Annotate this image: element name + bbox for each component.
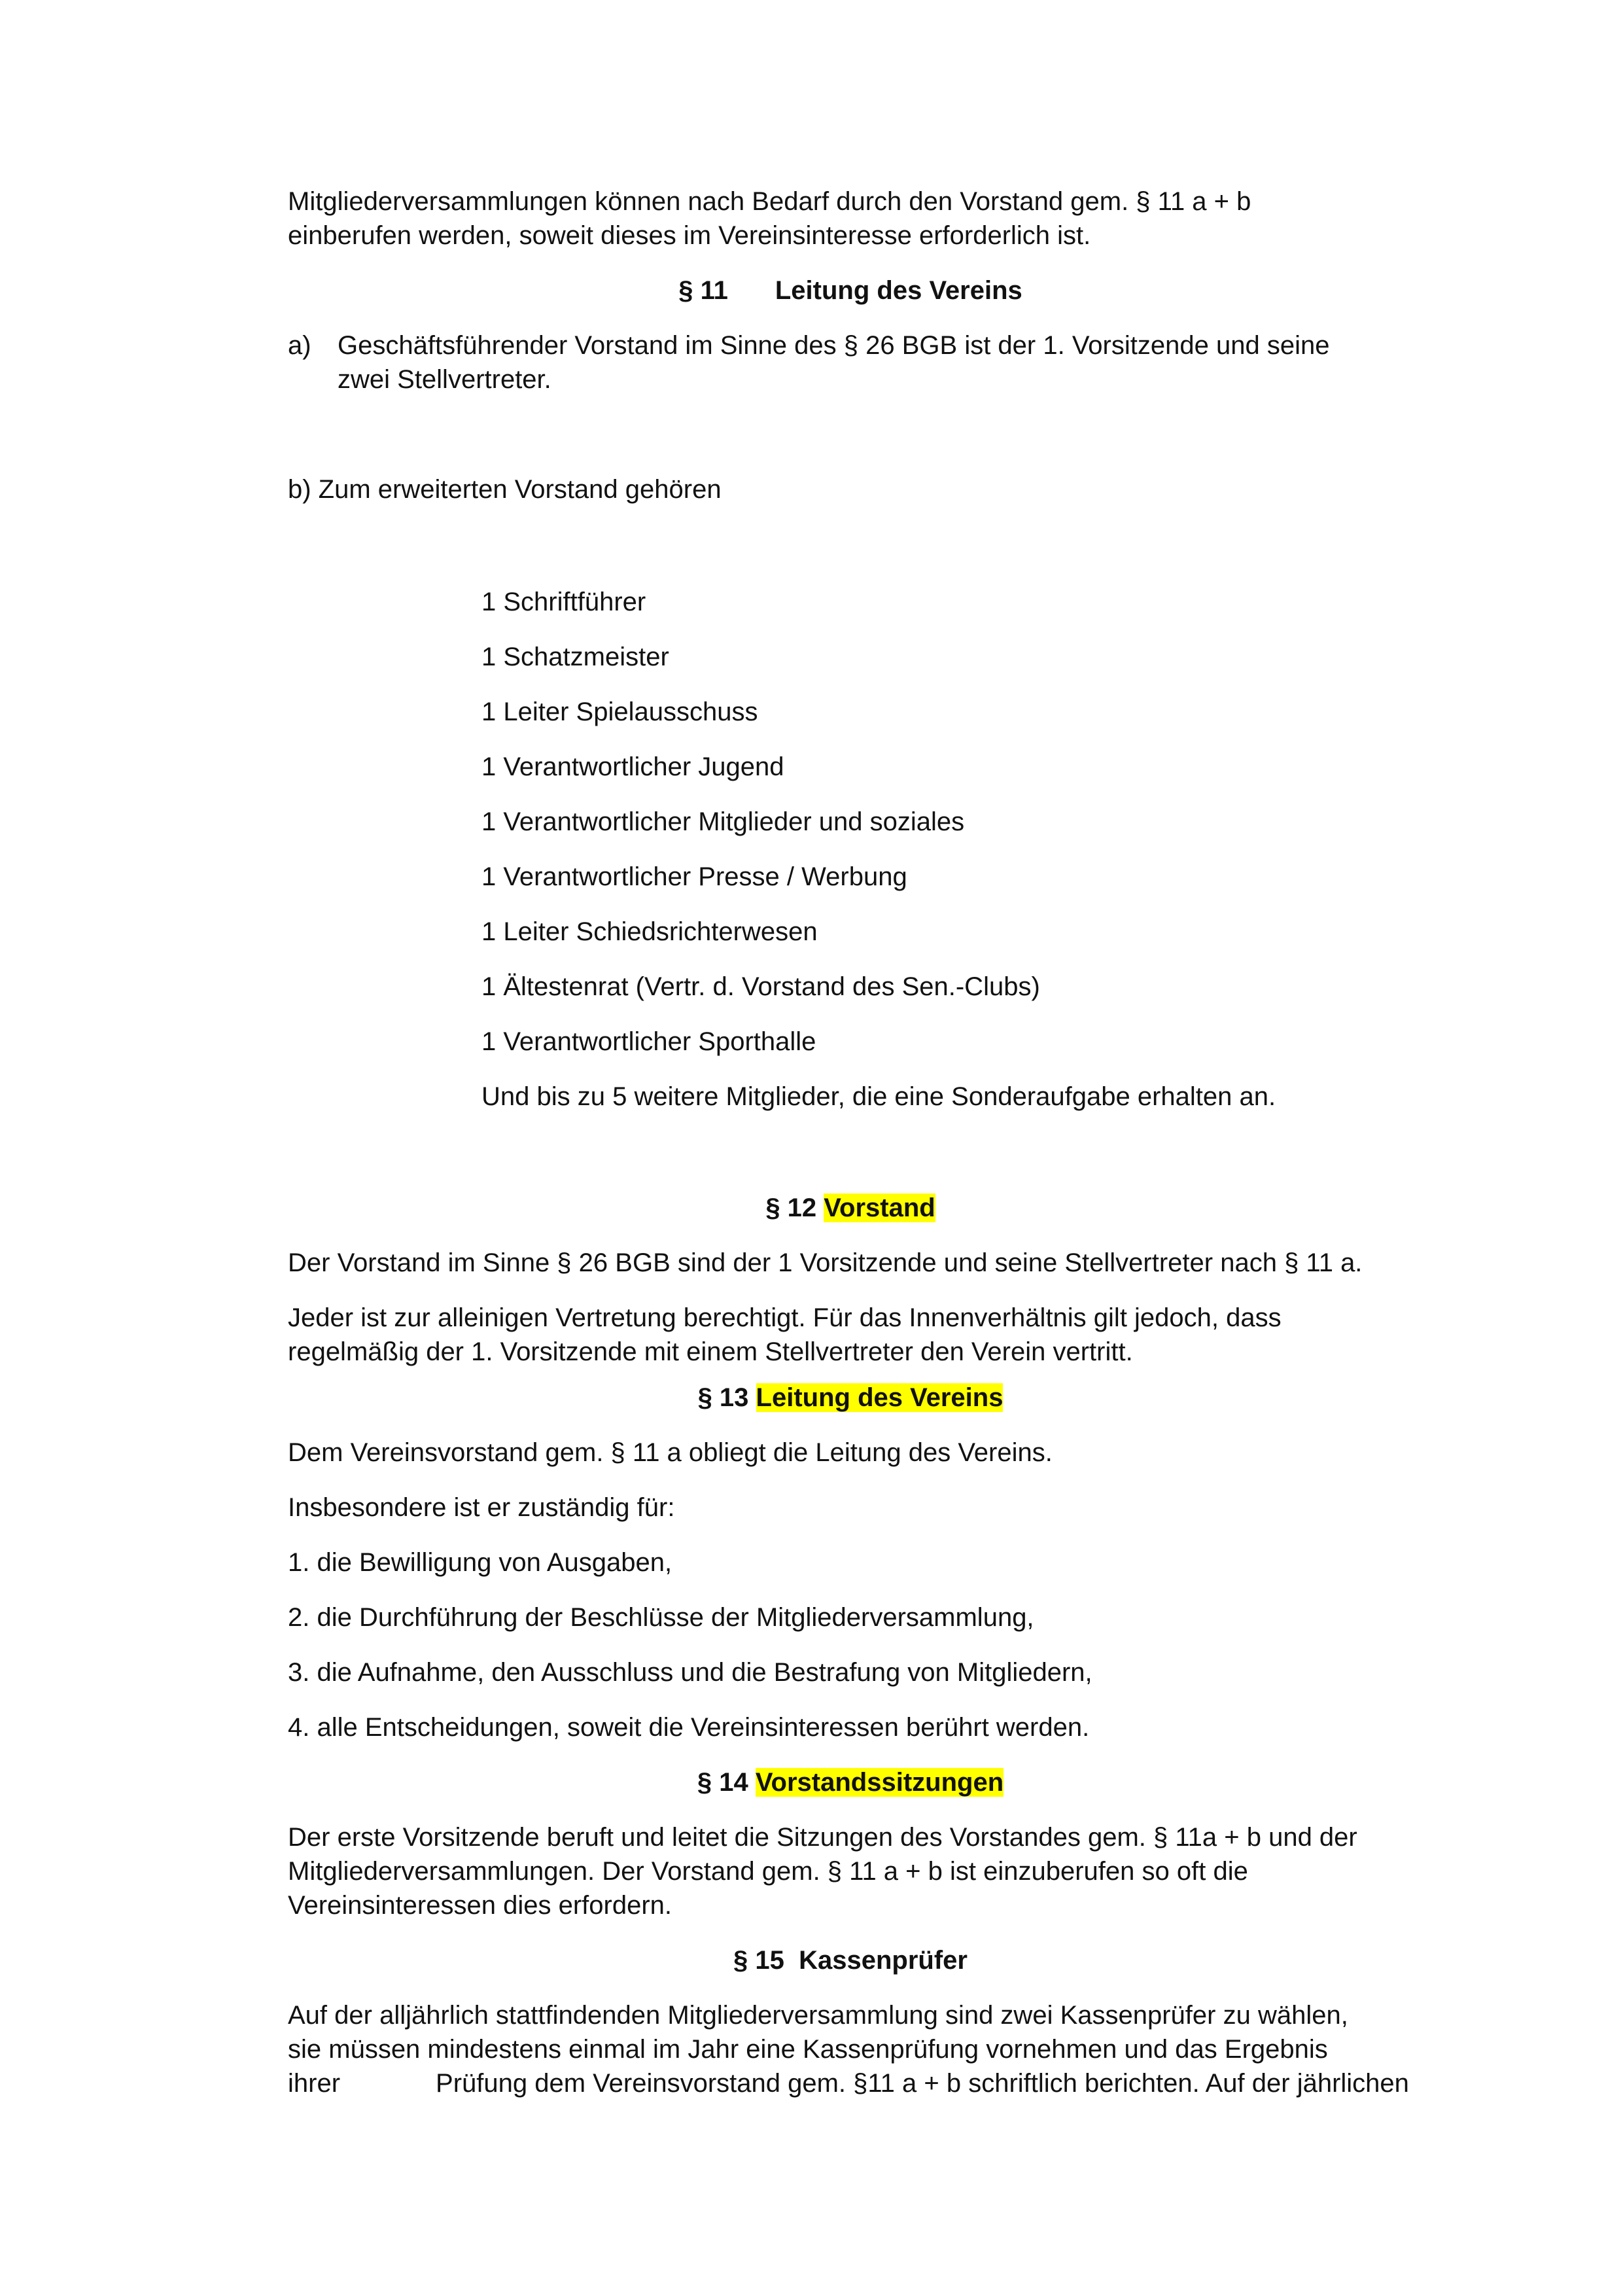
list-item: 1 Schriftführer	[481, 588, 646, 616]
list-item: 1 Verantwortlicher Jugend	[481, 752, 784, 781]
intro-line-2: einberufen werden, soweit dieses im Vereinsinteresse erforderlich ist.	[288, 221, 1091, 250]
section-13-paragraph-1: Dem Vereinsvorstand gem. § 11 a obliegt die Leitung des Vereins.	[288, 1438, 1053, 1467]
section-11-heading	[288, 274, 1413, 308]
section-13-number: § 13	[697, 1383, 749, 1412]
section-15-heading	[288, 1943, 1413, 1977]
list-item: 1 Verantwortlicher Presse / Werbung	[481, 862, 907, 891]
section-11-item-b: b) Zum erweiterten Vorstand gehören	[288, 475, 722, 504]
list-item: Und bis zu 5 weitere Mitglieder, die eine Sonderaufgabe erhalten an.	[481, 1082, 1276, 1111]
section-11-number: § 11	[678, 276, 728, 305]
document-page	[288, 185, 1413, 2100]
section-14-paragraph	[288, 1820, 1413, 1922]
section-15-title: Kassenprüfer	[799, 1946, 968, 1975]
list-item: 1 Verantwortlicher Mitglieder und soziales	[481, 807, 965, 836]
section-12-heading	[288, 1191, 1413, 1225]
item-a-marker: a)	[288, 331, 311, 360]
item-a-line-1: Geschäftsführender Vorstand im Sinne des § 26 BGB ist der 1. Vorsitzende und seine	[338, 331, 1330, 360]
list-item: 1 Leiter Spielausschuss	[481, 698, 758, 726]
list-item: 1 Leiter Schiedsrichterwesen	[481, 917, 818, 946]
list-item: 2. die Durchführung der Beschlüsse der Mitgliederversammlung,	[288, 1603, 1034, 1632]
spacer	[288, 506, 1413, 585]
spacer	[288, 417, 1413, 472]
section-15-line-2: sie müssen mindestens einmal im Jahr eine Kassenprüfung vornehmen und das Ergebnis	[288, 2035, 1328, 2064]
list-item: 3. die Aufnahme, den Ausschluss und die Bestrafung von Mitgliedern,	[288, 1658, 1092, 1687]
section-12-paragraph-1: Der Vorstand im Sinne § 26 BGB sind der 1 Vorsitzende und seine Stellvertreter nach § 11 a.	[288, 1248, 1363, 1277]
section-14-number: § 14	[697, 1768, 748, 1797]
section-13-paragraph-2: Insbesondere ist er zuständig für:	[288, 1493, 675, 1522]
section-15-number: § 15	[733, 1946, 784, 1975]
section-12-title: Vorstand	[824, 1193, 935, 1222]
section-14-line-1: Der erste Vorsitzende beruft und leitet die Sitzungen des Vorstandes gem. § 11a + b und der	[288, 1823, 1357, 1852]
list-item: 1. die Bewilligung von Ausgaben,	[288, 1548, 672, 1577]
list-item: 4. alle Entscheidungen, soweit die Vereinsinteressen berührt werden.	[288, 1713, 1090, 1742]
list-item: 1 Verantwortlicher Sporthalle	[481, 1027, 816, 1056]
section-14-line-3: Vereinsinteressen dies erfordern.	[288, 1891, 672, 1920]
section-12-number: § 12	[765, 1193, 817, 1222]
section-14-heading	[288, 1765, 1413, 1799]
item-a-text	[338, 328, 1413, 397]
intro-paragraph	[288, 185, 1413, 253]
section-13-title: Leitung des Vereins	[756, 1383, 1003, 1412]
list-item: 1 Ältestenrat (Vertr. d. Vorstand des Sen.-Clubs)	[481, 972, 1040, 1001]
section-12-p2-line-1: Jeder ist zur alleinigen Vertretung berechtigt. Für das Innenverhältnis gilt jedoch, dass	[288, 1303, 1282, 1332]
extended-board-list	[481, 585, 1413, 1114]
section-15-line-1: Auf der alljährlich stattfindenden Mitgliederversammlung sind zwei Kassenprüfer zu wählen,	[288, 2001, 1348, 2030]
section-14-line-2: Mitgliederversammlungen. Der Vorstand gem. § 11 a + b ist einzuberufen so oft die	[288, 1857, 1248, 1886]
section-12-p2-line-2: regelmäßig der 1. Vorsitzende mit einem Stellvertreter den Verein vertritt.	[288, 1337, 1133, 1366]
section-14-title: Vorstandssitzungen	[755, 1768, 1004, 1797]
section-15-line-3b: Prüfung dem Vereinsvorstand gem. §11 a + b schriftlich berichten. Auf der jährlichen	[436, 2069, 1409, 2098]
section-11-item-a	[288, 328, 1413, 397]
section-15-line-3a: ihrer	[288, 2069, 341, 2098]
section-15-paragraph	[288, 1998, 1413, 2100]
spacer	[288, 1135, 1413, 1191]
intro-line-1: Mitgliederversammlungen können nach Bedarf durch den Vorstand gem. § 11 a + b	[288, 187, 1251, 216]
list-item: 1 Schatzmeister	[481, 643, 669, 671]
item-a-line-2: zwei Stellvertreter.	[338, 365, 551, 394]
section-11-title: Leitung des Vereins	[775, 276, 1022, 305]
section-12-paragraph-2	[288, 1301, 1413, 1369]
section-13-heading	[288, 1381, 1413, 1415]
